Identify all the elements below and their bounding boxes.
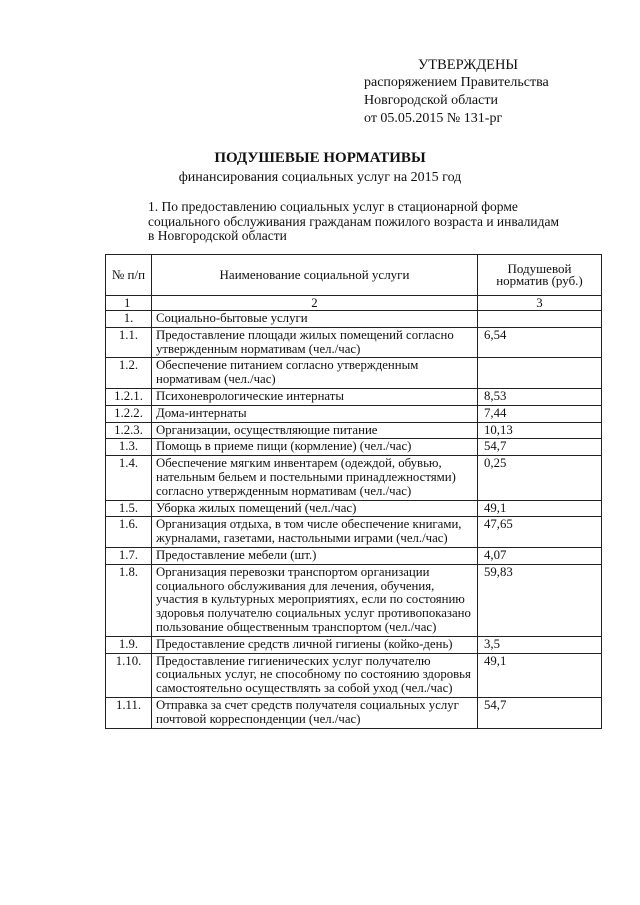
norm-value: 6,54 bbox=[478, 327, 602, 358]
row-number: 1.1. bbox=[106, 327, 152, 358]
norm-value: 0,25 bbox=[478, 456, 602, 500]
service-name: Предоставление площади жилых помещений согласно утвержденным нормативам (чел./час) bbox=[152, 327, 478, 358]
service-name: Психоневрологические интернаты bbox=[152, 388, 478, 405]
row-number: 1.2.1. bbox=[106, 388, 152, 405]
column-number-row bbox=[106, 296, 602, 311]
approval-line: от 05.05.2015 № 131-рг bbox=[364, 111, 503, 126]
table-row bbox=[106, 358, 602, 389]
norm-value: 8,53 bbox=[478, 388, 602, 405]
service-name: Помощь в приеме пищи (кормление) (чел./час) bbox=[152, 439, 478, 456]
service-name: Организация отдыха, в том числе обеспечение книгами, журналами, газетами, настольными играми (чел./час) bbox=[152, 517, 478, 548]
norm-value: 49,1 bbox=[478, 500, 602, 517]
service-name: Предоставление средств личной гигиены (койко-день) bbox=[152, 636, 478, 653]
service-name: Уборка жилых помещений (чел./час) bbox=[152, 500, 478, 517]
service-name: Отправка за счет средств получателя социальных услуг почтовой корреспонденции (чел./час) bbox=[152, 697, 478, 728]
service-name: Дома-интернаты bbox=[152, 405, 478, 422]
column-number: 1 bbox=[106, 296, 152, 311]
service-name: Обеспечение мягким инвентарем (одеждой, обувью, нательным бельем и постельными принадлежностями) согласно утвержденным нормативам (чел./час) bbox=[152, 456, 478, 500]
section-heading bbox=[148, 200, 568, 244]
service-name: Предоставление мебели (шт.) bbox=[152, 547, 478, 564]
row-number: 1.11. bbox=[106, 697, 152, 728]
norm-value: 3,5 bbox=[478, 636, 602, 653]
table-row bbox=[106, 500, 602, 517]
norm-value: 54,7 bbox=[478, 697, 602, 728]
norm-value bbox=[478, 311, 602, 328]
norm-value: 4,07 bbox=[478, 547, 602, 564]
document-title: ПОДУШЕВЫЕ НОРМАТИВЫ bbox=[214, 150, 426, 166]
row-number: 1.9. bbox=[106, 636, 152, 653]
norm-value: 54,7 bbox=[478, 439, 602, 456]
table-header-row bbox=[106, 255, 602, 296]
norm-value: 10,13 bbox=[478, 422, 602, 439]
header-number: № п/п bbox=[106, 255, 152, 296]
service-name: Социально-бытовые услуги bbox=[152, 311, 478, 328]
table-row bbox=[106, 388, 602, 405]
row-number: 1.8. bbox=[106, 564, 152, 636]
row-number: 1.10. bbox=[106, 653, 152, 697]
header-norm: Подушевой норматив (руб.) bbox=[478, 255, 602, 296]
table-row bbox=[106, 517, 602, 548]
document-subtitle: финансирования социальных услуг на 2015 год bbox=[178, 170, 462, 185]
approval-line: Новгородской области bbox=[364, 93, 498, 108]
row-number: 1.6. bbox=[106, 517, 152, 548]
row-number: 1.4. bbox=[106, 456, 152, 500]
approval-block bbox=[364, 56, 549, 128]
norm-value: 7,44 bbox=[478, 405, 602, 422]
norm-value bbox=[478, 358, 602, 389]
norms-table bbox=[105, 254, 602, 729]
service-name: Организация перевозки транспортом организации социального обслуживания для лечения, обучения, участия в культурных мероприятиях, если по состоянию здоровья получателю социальных услуг противопоказано пользование общественным транспортом (чел./час) bbox=[152, 564, 478, 636]
table-row bbox=[106, 327, 602, 358]
table-row bbox=[106, 653, 602, 697]
row-number: 1.3. bbox=[106, 439, 152, 456]
row-number: 1.7. bbox=[106, 547, 152, 564]
service-name: Обеспечение питанием согласно утвержденным нормативам (чел./час) bbox=[152, 358, 478, 389]
table-row bbox=[106, 422, 602, 439]
norm-value: 49,1 bbox=[478, 653, 602, 697]
table-row bbox=[106, 636, 602, 653]
row-number: 1.2.3. bbox=[106, 422, 152, 439]
table-row bbox=[106, 697, 602, 728]
table-row bbox=[106, 456, 602, 500]
table-row bbox=[106, 564, 602, 636]
service-name: Организации, осуществляющие питание bbox=[152, 422, 478, 439]
row-number: 1.2. bbox=[106, 358, 152, 389]
row-number: 1.2.2. bbox=[106, 405, 152, 422]
table-row bbox=[106, 547, 602, 564]
norm-value: 47,65 bbox=[478, 517, 602, 548]
table-row bbox=[106, 405, 602, 422]
service-name: Предоставление гигиенических услуг получателю социальных услуг, не способному по состоянию здоровья самостоятельно осуществлять за собой уход (чел./час) bbox=[152, 653, 478, 697]
norm-value: 59,83 bbox=[478, 564, 602, 636]
table-row bbox=[106, 439, 602, 456]
row-number: 1.5. bbox=[106, 500, 152, 517]
header-service-name: Наименование социальной услуги bbox=[152, 255, 478, 296]
approval-line: распоряжением Правительства bbox=[364, 75, 549, 90]
row-number: 1. bbox=[106, 311, 152, 328]
column-number: 3 bbox=[478, 296, 602, 311]
table-row bbox=[106, 311, 602, 328]
column-number: 2 bbox=[152, 296, 478, 311]
approval-heading: УТВЕРЖДЕНЫ bbox=[418, 57, 519, 73]
section-number: 1. bbox=[148, 199, 159, 214]
section-text: По предоставлению социальных услуг в стационарной форме социального обслуживания гражданам пожилого возраста и инвалидам в Новгородской области bbox=[148, 199, 560, 243]
